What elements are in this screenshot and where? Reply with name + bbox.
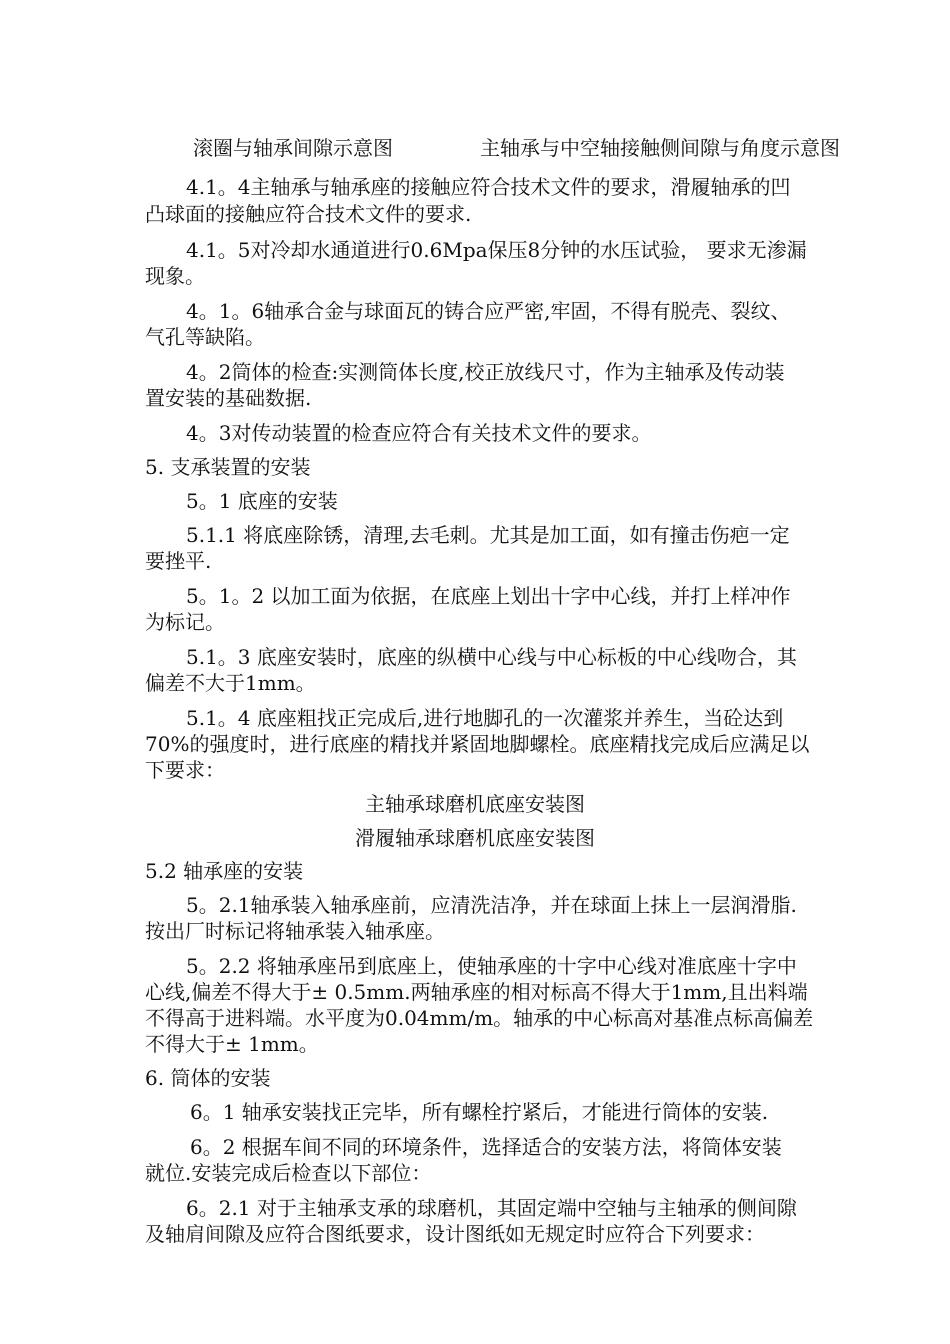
paragraph-line: 4。1。6轴承合金与球面瓦的铸合应严密,牢固，不得有脱壳、裂纹、 bbox=[186, 299, 791, 323]
paragraph-line: 5.1。4 底座粗找正完成后,进行地脚孔的一次灌浆并养生，当砼达到 bbox=[186, 706, 784, 730]
paragraph-line: 4.1。5对冷却水通道进行0.6Mpa保压8分钟的水压试验， 要求无渗漏 bbox=[186, 238, 807, 262]
paragraph-line: 要挫平. bbox=[145, 549, 212, 573]
subsection-heading: 5。1 底座的安装 bbox=[186, 489, 338, 513]
paragraph-line: 4。2筒体的检查:实测筒体长度,校正放线尺寸，作为主轴承及传动装 bbox=[186, 360, 785, 384]
section-heading: 5. 支承装置的安装 bbox=[145, 455, 311, 479]
paragraph-line: 现象。 bbox=[145, 264, 205, 288]
paragraph-line: 置安装的基础数据. bbox=[145, 386, 312, 410]
paragraph-line: 6。2.1 对于主轴承支承的球磨机，其固定端中空轴与主轴承的侧间隙 bbox=[186, 1196, 797, 1220]
paragraph-line: 气孔等缺陷。 bbox=[145, 325, 265, 349]
paragraph-line: 及轴肩间隙及应符合图纸要求，设计图纸如无规定时应符合下列要求： bbox=[145, 1222, 765, 1246]
figure-caption-right: 主轴承与中空轴接触侧间隙与角度示意图 bbox=[480, 136, 840, 160]
paragraph-line: 心线,偏差不得大于± 0.5mm.两轴承座的相对标高不得大于1mm,且出料端 bbox=[145, 980, 808, 1004]
section-heading: 6. 筒体的安装 bbox=[145, 1066, 271, 1090]
paragraph-line: 4.1。4主轴承与轴承座的接触应符合技术文件的要求，滑履轴承的凹 bbox=[186, 175, 791, 199]
paragraph-line: 4。3对传动装置的检查应符合有关技术文件的要求。 bbox=[186, 421, 652, 445]
paragraph-line: 不得大于± 1mm。 bbox=[145, 1032, 319, 1056]
paragraph-line: 为标记。 bbox=[145, 610, 225, 634]
paragraph-line: 5.1。3 底座安装时，底座的纵横中心线与中心标板的中心线吻合，其 bbox=[186, 645, 797, 669]
paragraph-line: 6。1 轴承安装找正完毕，所有螺栓拧紧后，才能进行筒体的安装. bbox=[190, 1100, 769, 1124]
paragraph-line: 5.1.1 将底座除锈，清理,去毛刺。尤其是加工面，如有撞击伤疤一定 bbox=[186, 523, 790, 547]
paragraph-line: 就位.安装完成后检查以下部位： bbox=[145, 1161, 432, 1185]
figure-caption-center: 主轴承球磨机底座安装图 bbox=[365, 792, 585, 816]
paragraph-line: 凸球面的接触应符合技术文件的要求. bbox=[145, 202, 472, 226]
figure-caption-left: 滚圈与轴承间隙示意图 bbox=[193, 136, 393, 160]
paragraph-line: 5。2.1轴承装入轴承座前，应清洗洁净，并在球面上抹上一层润滑脂. bbox=[186, 893, 797, 917]
paragraph-line: 不得高于进料端。水平度为0.04mm/m。轴承的中心标高对基准点标高偏差 bbox=[145, 1006, 814, 1030]
paragraph-line: 按出厂时标记将轴承装入轴承座。 bbox=[145, 919, 445, 943]
subsection-heading: 5.2 轴承座的安装 bbox=[145, 859, 304, 883]
paragraph-line: 下要求： bbox=[145, 758, 225, 782]
paragraph-line: 5。1。2 以加工面为依据，在底座上划出十字中心线，并打上样冲作 bbox=[186, 584, 791, 608]
figure-caption-center: 滑履轴承球磨机底座安装图 bbox=[355, 826, 595, 850]
paragraph-line: 偏差不大于1mm。 bbox=[145, 671, 316, 695]
paragraph-line: 70%的强度时，进行底座的精找并紧固地脚螺栓。底座精找完成后应满足以 bbox=[145, 732, 810, 756]
paragraph-line: 6。2 根据车间不同的环境条件，选择适合的安装方法，将筒体安装 bbox=[190, 1135, 782, 1159]
paragraph-line: 5。2.2 将轴承座吊到底座上，使轴承座的十字中心线对准底座十字中 bbox=[186, 954, 797, 978]
